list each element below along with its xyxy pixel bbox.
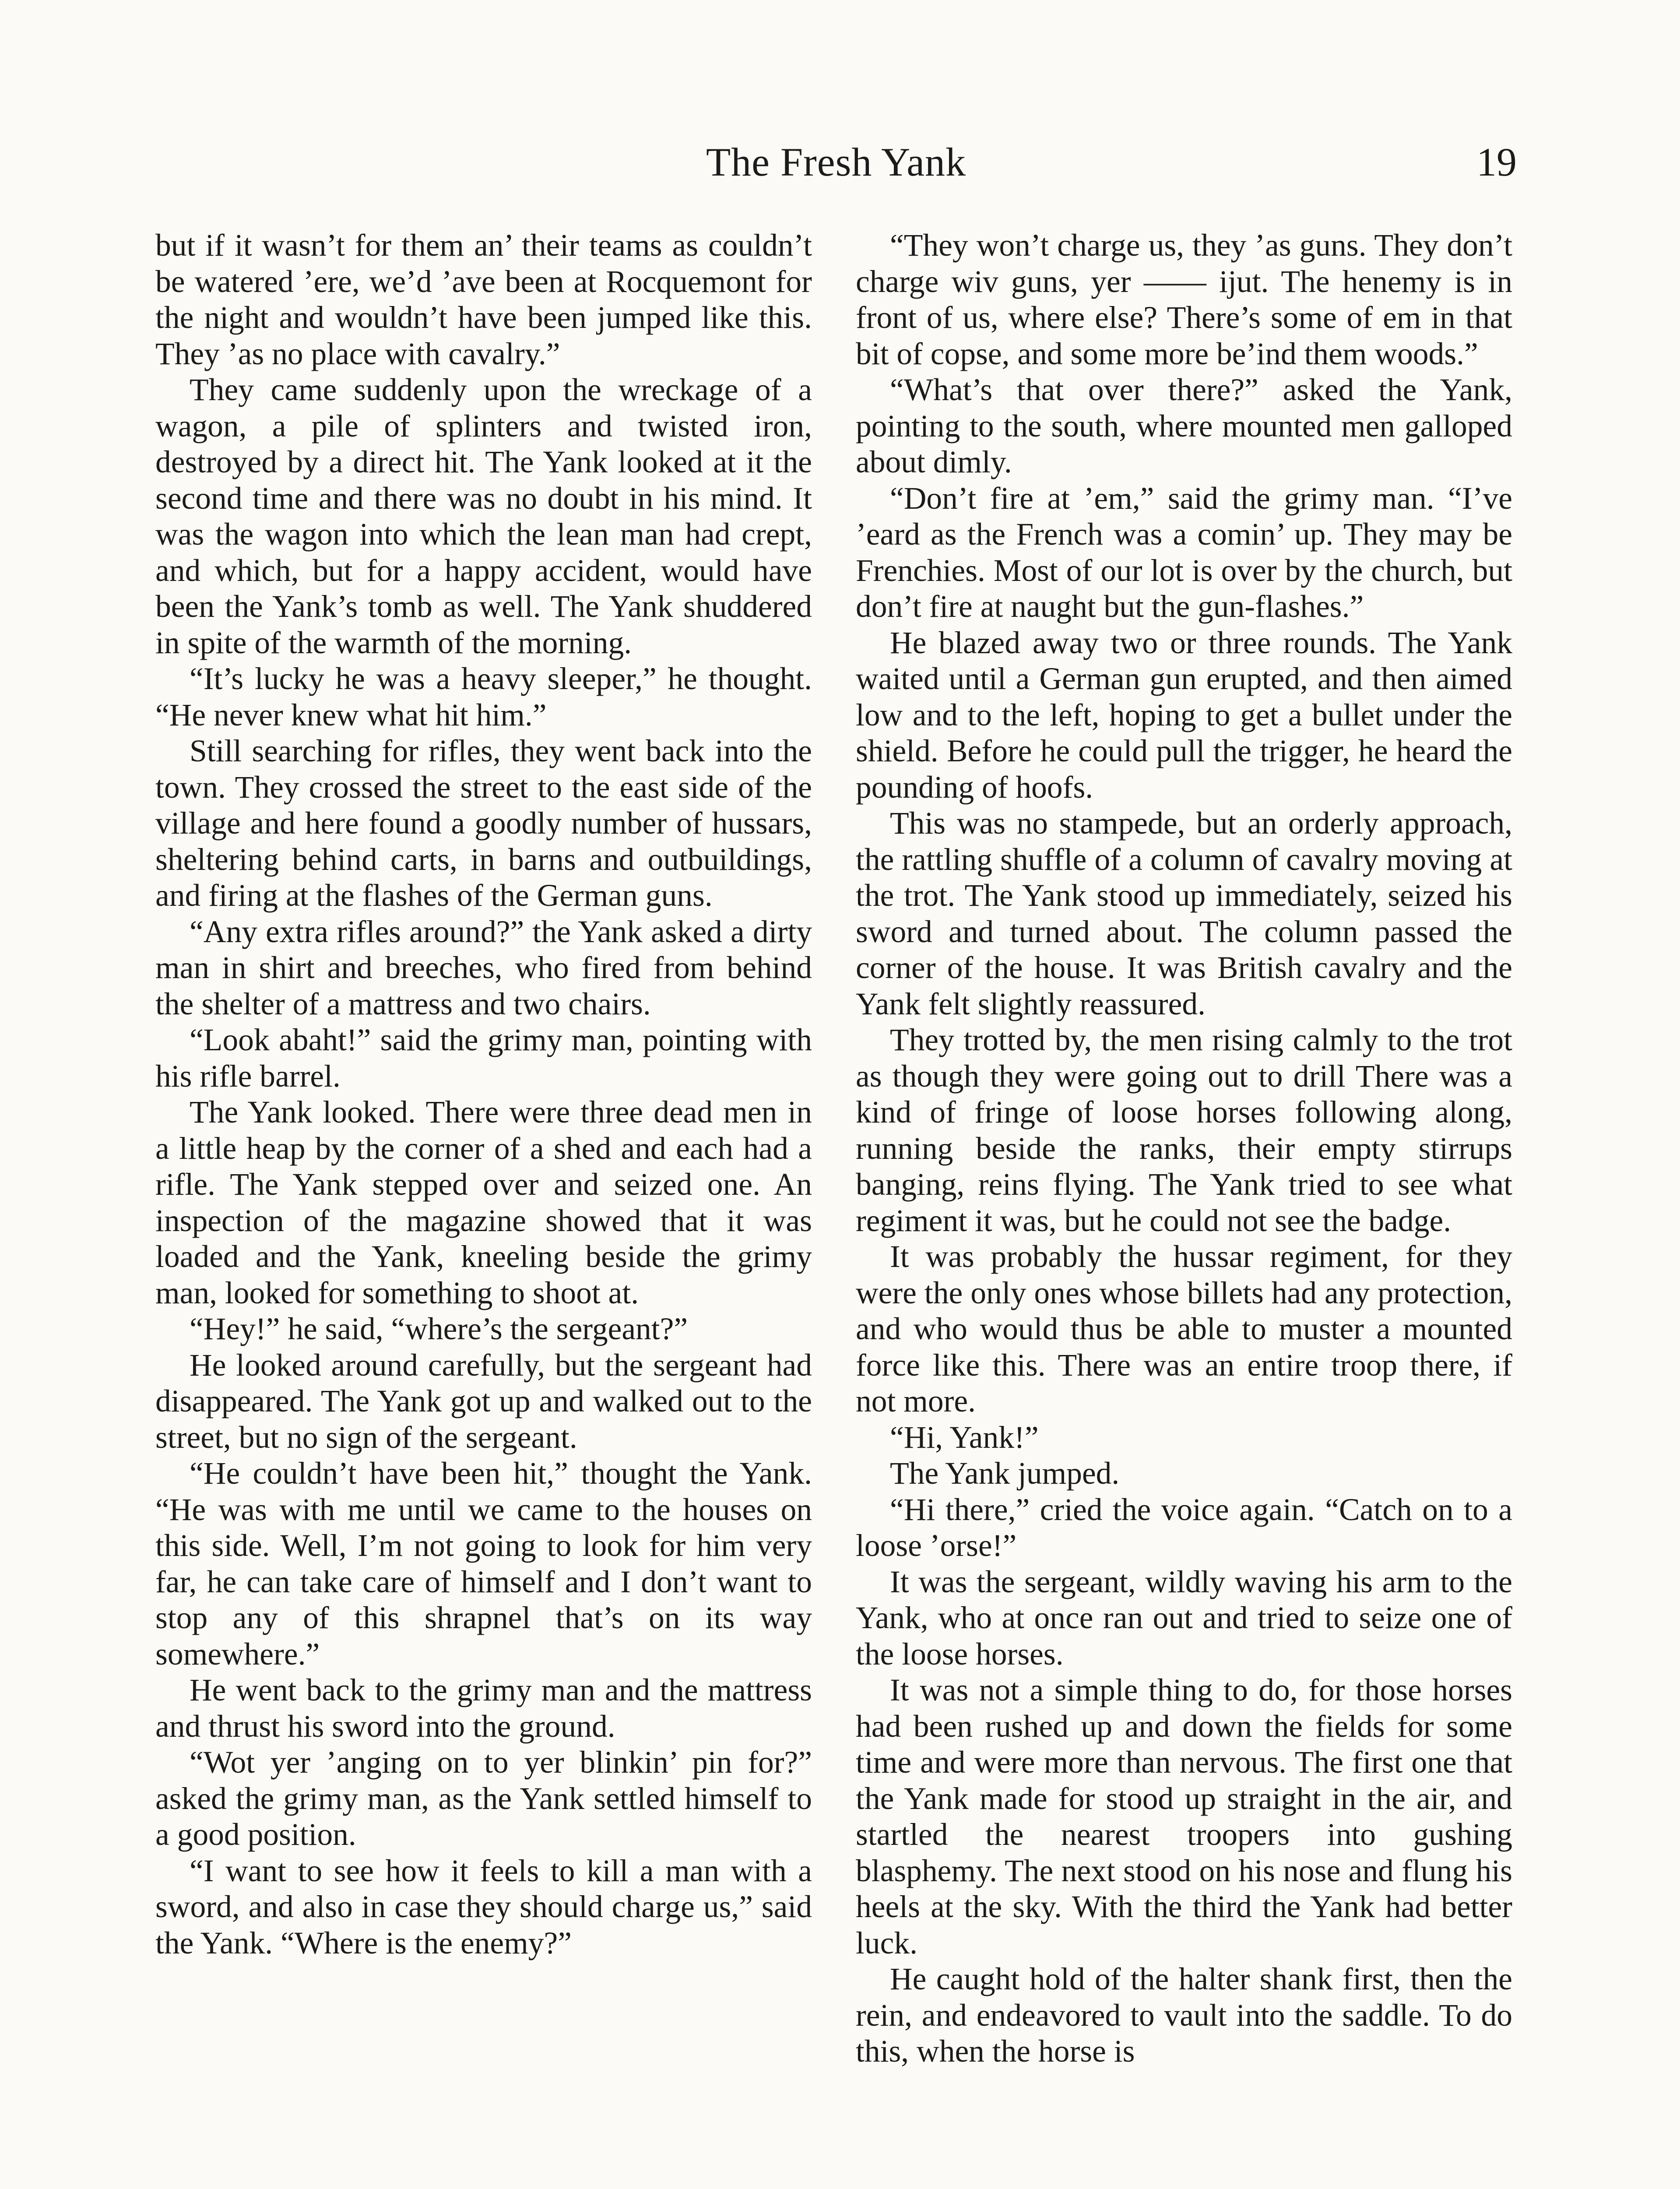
paragraph: The Yank looked. There were three dead men in a little heap by the corner of a shed and each had a rifle. The Yank stepped over and seized one. An inspection of the magazine showed that it was loaded and the Yank, kneeling beside the grimy man, looked for something to shoot at. bbox=[155, 1095, 812, 1310]
paragraph: “Hi there,” cried the voice again. “Catch on to a loose ’orse!” bbox=[856, 1492, 1512, 1563]
paragraph: “Any extra rifles around?” the Yank asked a dirty man in shirt and breeches, who fired from behind the shelter of a mattress and two chairs. bbox=[155, 914, 812, 1021]
page-header bbox=[155, 136, 1517, 197]
paragraph: “Don’t fire at ’em,” said the grimy man. “I’ve ’eard as the French was a comin’ up. They may be Frenchies. Most of our lot is over by the church, but don’t fire at naught but the gun-flashes.” bbox=[856, 481, 1512, 624]
paragraph: He went back to the grimy man and the mattress and thrust his sword into the ground. bbox=[155, 1673, 812, 1744]
paragraph: Still searching for rifles, they went back into the town. They crossed the street to the east side of the village and here found a goodly number of hussars, sheltering behind carts, in barns and outbuildings, and firing at the flashes of the German guns. bbox=[155, 734, 812, 913]
right-column bbox=[856, 228, 1512, 2070]
left-column bbox=[155, 228, 812, 1961]
paragraph: It was probably the hussar regiment, for they were the only ones whose billets had any protection, and who would thus be able to muster a mounted force like this. There was an entire troop there, if not more. bbox=[856, 1239, 1512, 1418]
paragraph: “Wot yer ’anging on to yer blinkin’ pin for?” asked the grimy man, as the Yank settled himself to a good position. bbox=[155, 1745, 812, 1852]
paragraph: He blazed away two or three rounds. The Yank waited until a German gun erupted, and then aimed low and to the left, hoping to get a bullet under the shield. Before he could pull the trigger, he heard the pounding of hoofs. bbox=[856, 625, 1512, 805]
paragraph: This was no stampede, but an orderly approach, the rattling shuffle of a column of cavalry moving at the trot. The Yank stood up immediately, seized his sword and turned about. The column passed the corner of the house. It was British cavalry and the Yank felt slightly reassured. bbox=[856, 806, 1512, 1021]
paragraph: The Yank jumped. bbox=[890, 1456, 1120, 1491]
paragraph: “What’s that over there?” asked the Yank, pointing to the south, where mounted men galloped about dimly. bbox=[856, 373, 1512, 479]
running-title: The Fresh Yank bbox=[706, 140, 967, 184]
paragraph: He caught hold of the halter shank first, then the rein, and endeavored to vault into the saddle. To do this, when the horse is bbox=[856, 1962, 1512, 2069]
paragraph: “Hey!” he said, “where’s the sergeant?” bbox=[190, 1312, 688, 1346]
paragraph: It was not a simple thing to do, for those horses had been rushed up and down the fields for some time and were more than nervous. The first one that the Yank made for stood up straight in the air, and startled the nearest troopers into gushing blasphemy. The next stood on his nose and flung his heels at the sky. With the third the Yank had better luck. bbox=[856, 1673, 1512, 1960]
paragraph: “He couldn’t have been hit,” thought the Yank. “He was with me until we came to the houses on this side. Well, I’m not going to look for him very far, he can take care of himself and I don’t want to stop any of this shrapnel that’s on its way somewhere.” bbox=[155, 1456, 812, 1672]
paragraph: They came suddenly upon the wreckage of a wagon, a pile of splinters and twisted iron, destroyed by a direct hit. The Yank looked at it the second time and there was no doubt in his mind. It was the wagon into which the lean man had crept, and which, but for a happy accident, would have been the Yank’s tomb as well. The Yank shuddered in spite of the warmth of the morning. bbox=[155, 373, 812, 660]
paragraph: “They won’t charge us, they ’as guns. They don’t charge wiv guns, yer —— ijut. The henemy is in front of us, where else? There’s some of em in that bit of copse, and some more be’ind them woods.” bbox=[856, 228, 1512, 371]
paragraph: “Look abaht!” said the grimy man, pointing with his rifle barrel. bbox=[155, 1023, 812, 1094]
paragraph: It was the sergeant, wildly waving his arm to the Yank, who at once ran out and tried to seize one of the loose horses. bbox=[856, 1564, 1512, 1672]
paragraph: “It’s lucky he was a heavy sleeper,” he thought. “He never knew what hit him.” bbox=[155, 662, 812, 732]
page-number: 19 bbox=[1476, 140, 1517, 184]
paragraph: “Hi, Yank!” bbox=[890, 1420, 1039, 1455]
paragraph: but if it wasn’t for them an’ their teams as couldn’t be watered ’ere, we’d ’ave been at Rocquemont for the night and wouldn’t have been jumped like this. They ’as no place with cavalry.” bbox=[155, 228, 812, 371]
paragraph: He looked around carefully, but the sergeant had disappeared. The Yank got up and walked out to the street, but no sign of the sergeant. bbox=[155, 1348, 812, 1455]
paragraph: “I want to see how it feels to kill a man with a sword, and also in case they should charge us,” said the Yank. “Where is the enemy?” bbox=[155, 1853, 812, 1960]
paragraph: They trotted by, the men rising calmly to the trot as though they were going out to drill There was a kind of fringe of loose horses following along, running beside the ranks, their empty stirrups banging, reins flying. The Yank tried to see what regiment it was, but he could not see the badge. bbox=[856, 1023, 1512, 1238]
